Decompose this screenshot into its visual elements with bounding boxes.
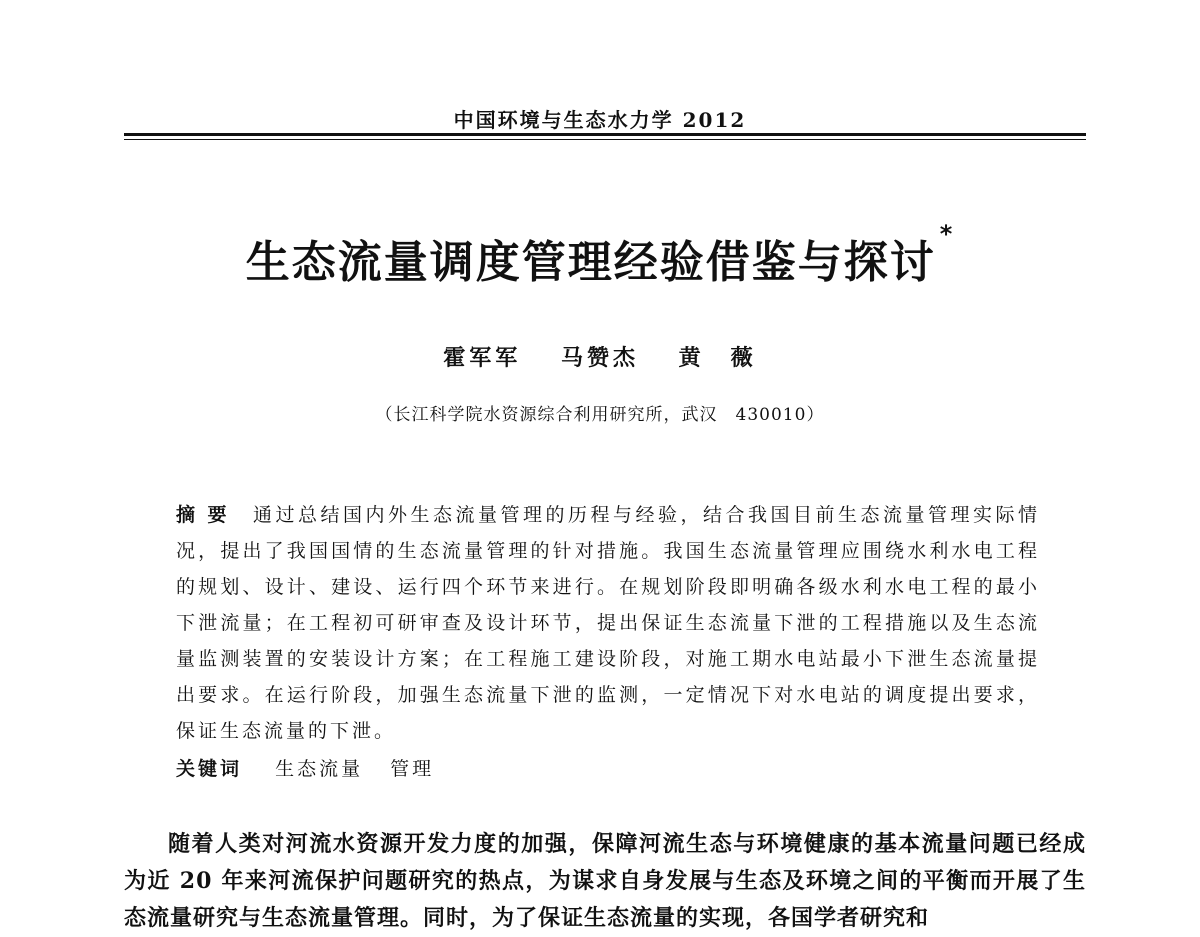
keywords <box>176 754 452 781</box>
header-rule-thin <box>124 139 1086 140</box>
keyword: 管理 <box>390 758 435 780</box>
paper-title <box>0 220 1200 290</box>
abstract-text: 通过总结国内外生态流量管理的历程与经验，结合我国目前生态流量管理实际情况，提出了我国国情的生态流量管理的针对措施。我国生态流量管理应围绕水利水电工程的规划、设计、建设、运行四个环节来进行。在规划阶段即明确各级水利水电工程的最小下泄流量；在工程初可研审查及设计环节，提出保证生态流量下泄的工程措施以及生态流量监测装置的安装设计方案；在工程施工建设阶段，对施工期水电站最小下泄生态流量提出要求。在运行阶段，加强生态流量下泄的监测，一定情况下对水电站的调度提出要求，保证生态流量的下泄。 <box>176 504 1040 742</box>
author-list <box>0 341 1200 372</box>
keywords-label: 关键词 <box>176 758 243 780</box>
author-name: 马赞杰 <box>560 345 639 371</box>
running-header: 中国环境与生态水力学 2012 <box>453 108 747 132</box>
header-rule-thick <box>124 133 1086 136</box>
abstract-label: 摘要 <box>176 504 239 526</box>
abstract <box>176 497 1040 749</box>
title-footnote-mark: * <box>939 220 955 248</box>
body-paragraph: 随着人类对河流水资源开发力度的加强，保障河流生态与环境健康的基本流量问题已经成为近 20 年来河流保护问题研究的热点，为谋求自身发展与生态及环境之间的平衡而开展了生态流量研究与生态流量管理。同时，为了保证生态流量的实现，各国学者研究和 <box>124 831 1086 931</box>
keyword: 生态流量 <box>275 758 364 780</box>
author-name: 霍军军 <box>443 345 522 371</box>
paper-title-text: 生态流量调度管理经验借鉴与探讨 <box>245 237 936 288</box>
author-name: 黄 薇 <box>678 345 757 371</box>
affiliation: （长江科学院水资源综合利用研究所，武汉 430010） <box>375 405 825 425</box>
